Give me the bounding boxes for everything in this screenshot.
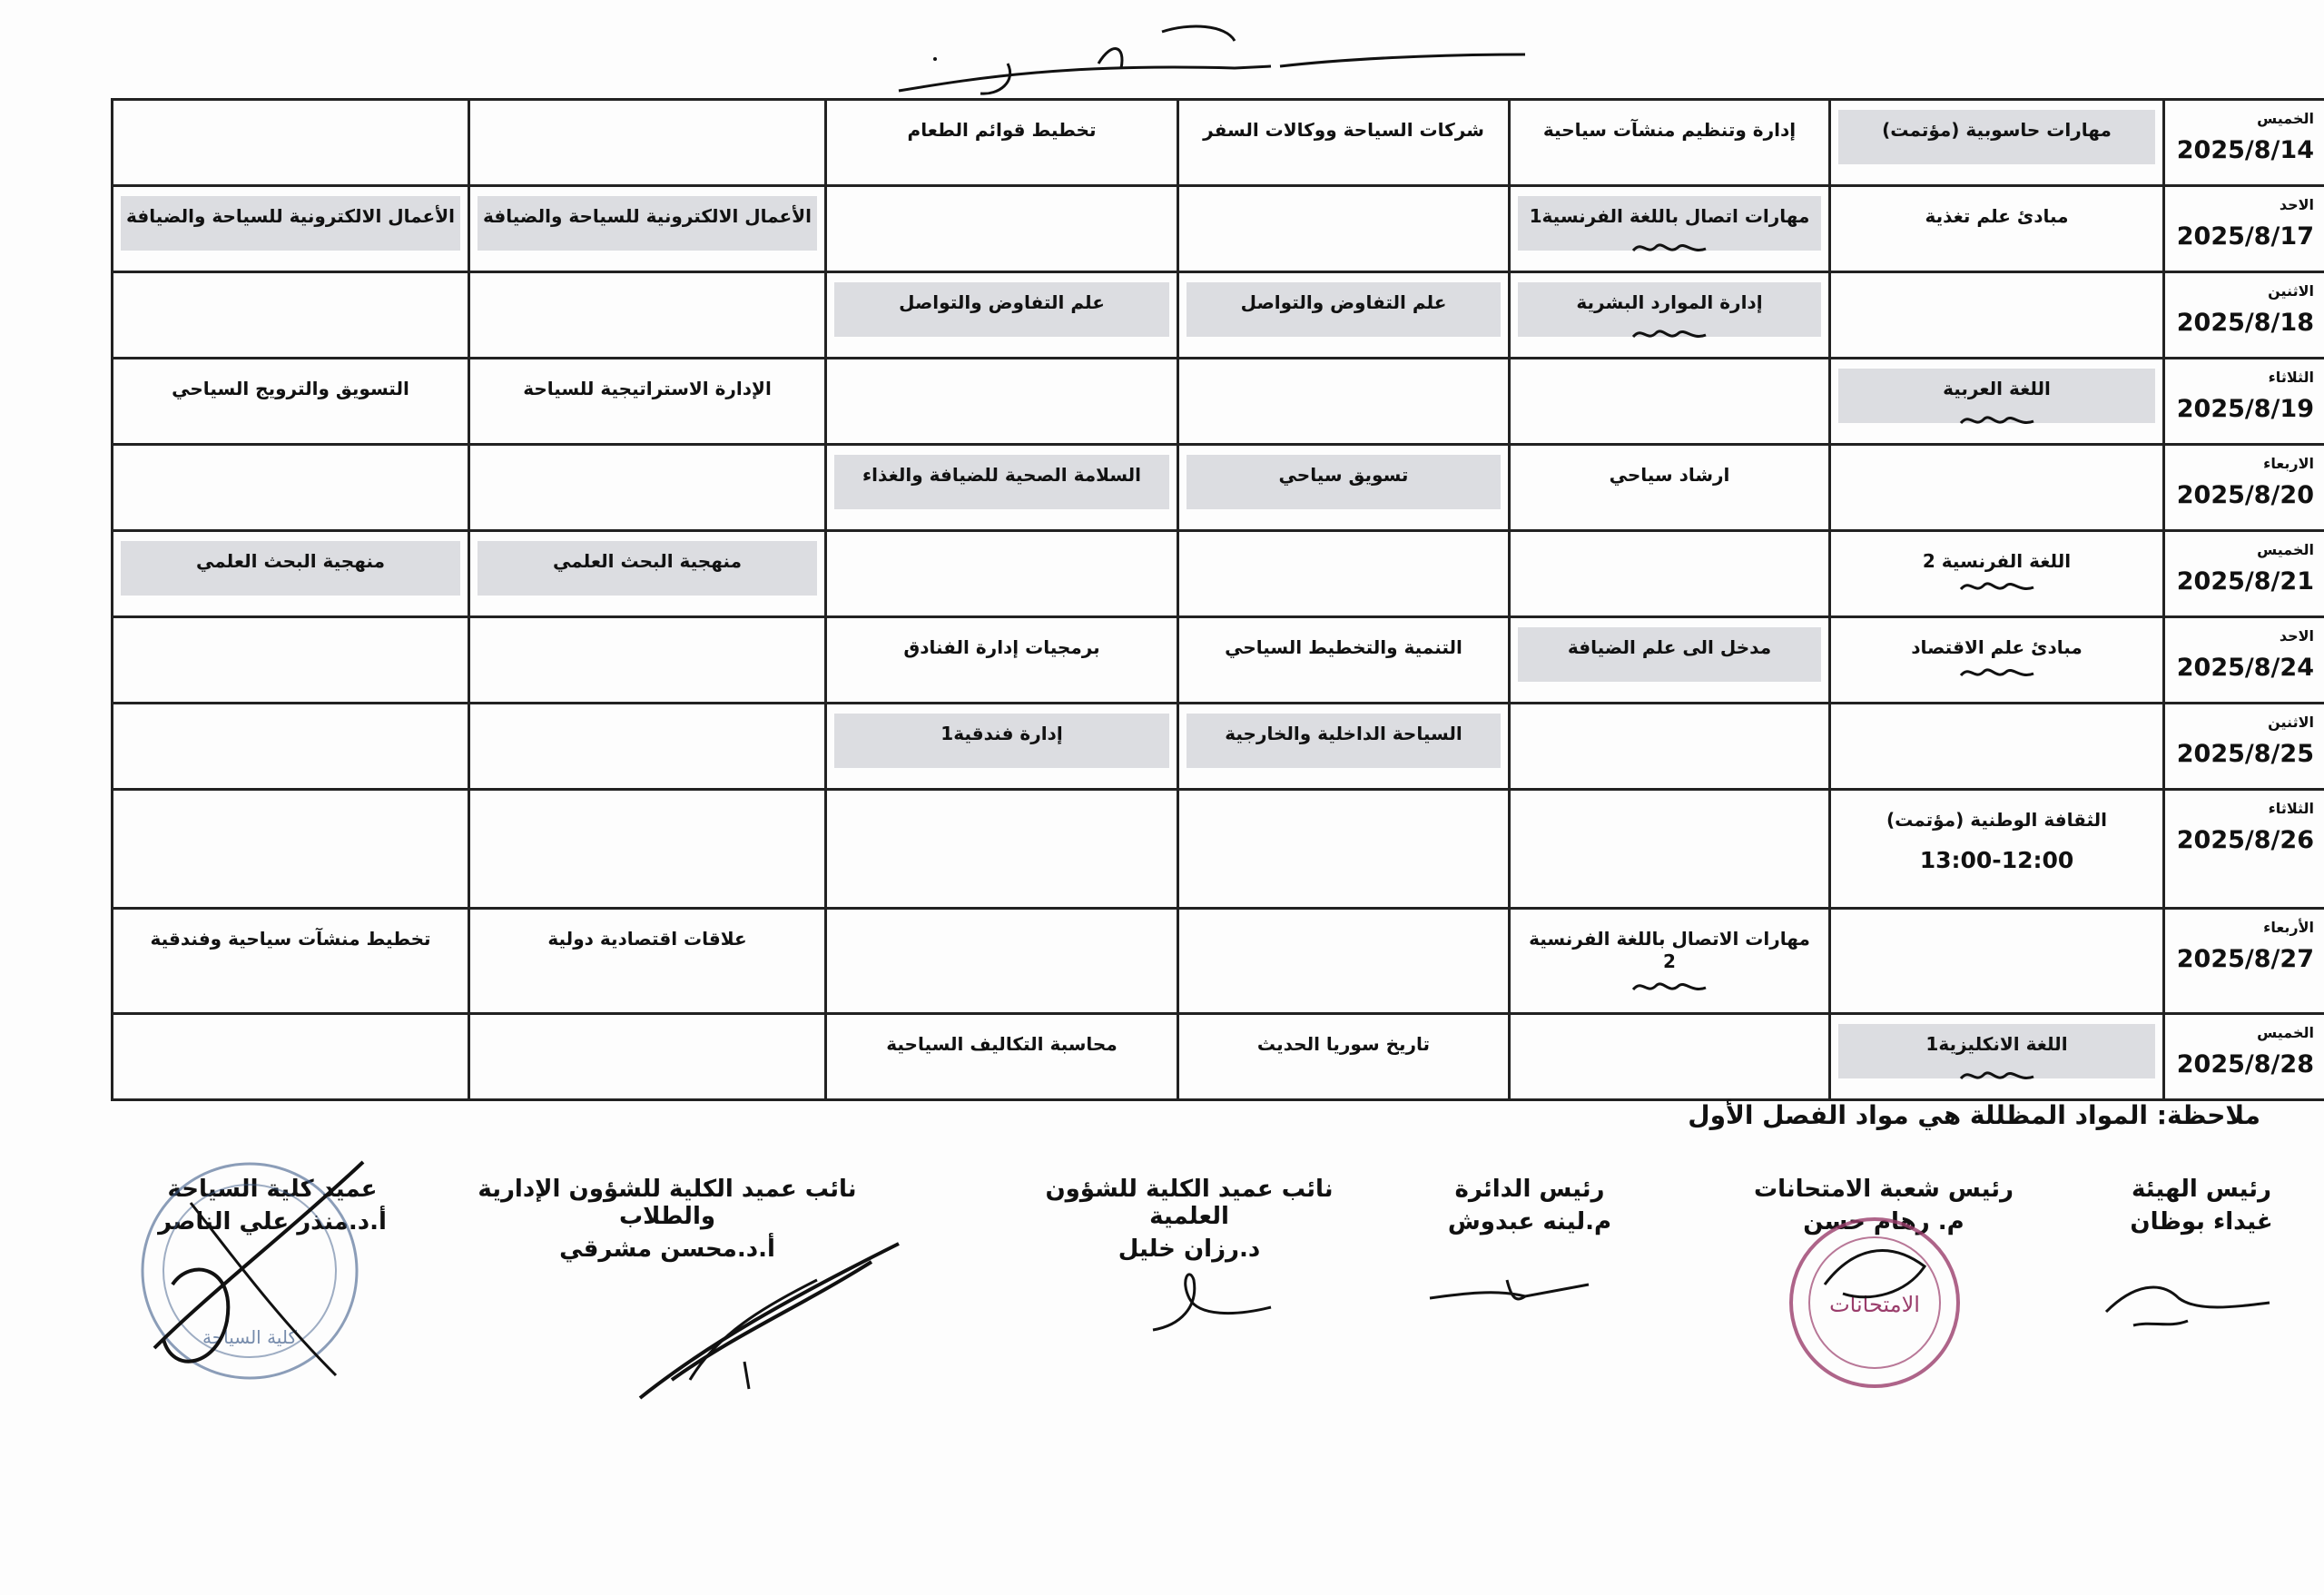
exam-slot-cell — [826, 703, 1178, 789]
schedule-row — [113, 530, 2324, 616]
exam-slot-cell — [1178, 789, 1510, 909]
exam-slot-cell — [113, 530, 469, 616]
day-name: الاربعاء — [2263, 454, 2314, 472]
day-date: 2025/8/14 — [2176, 136, 2314, 164]
signatory-name: د.رزان خليل — [1118, 1236, 1261, 1263]
exam-slot-cell — [826, 271, 1178, 358]
exam-slot-cell — [1510, 358, 1830, 444]
subject-label: مهارات اتصال باللغة الفرنسية1 — [1518, 196, 1821, 251]
day-cell — [2164, 185, 2324, 271]
signature-board-head — [2097, 1257, 2279, 1339]
exam-slot-cell — [469, 1014, 826, 1100]
signature-dean — [136, 1148, 372, 1393]
exam-slot-cell — [1510, 616, 1830, 703]
exam-slot-cell — [1178, 909, 1510, 1014]
exam-slot-cell — [469, 271, 826, 358]
exam-slot-cell — [469, 358, 826, 444]
signatory-title: نائب عميد الكلية للشؤون العلمية — [1045, 1176, 1334, 1230]
exam-slot-cell — [113, 271, 469, 358]
exam-schedule-table — [111, 98, 2324, 1101]
schedule-row — [113, 358, 2324, 444]
subject-label: تخطيط منشآت سياحية وفندقية — [150, 928, 431, 950]
subject-label: تخطيط قوائم الطعام — [907, 119, 1097, 141]
day-cell — [2164, 444, 2324, 530]
signatory-title: عميد كلية السياحة — [167, 1176, 378, 1203]
exam-slot-cell — [469, 909, 826, 1014]
signatory-title: نائب عميد الكلية للشؤون الإدارية والطلاب — [478, 1176, 857, 1230]
exam-slot-cell — [826, 185, 1178, 271]
subject-label: التنمية والتخطيط السياحي — [1225, 635, 1462, 658]
signature-vice-dean-admin — [635, 1235, 908, 1407]
exam-slot-cell — [1830, 185, 2164, 271]
exam-slot-cell — [1510, 185, 1830, 271]
subject-label: اللغة الفرنسية 2 — [1922, 549, 2072, 572]
exam-slot-cell — [113, 358, 469, 444]
exam-slot-cell — [1830, 358, 2164, 444]
exam-slot-cell — [469, 100, 826, 186]
schedule-row — [113, 909, 2324, 1014]
day-name: الثلاثاء — [2268, 799, 2314, 817]
subject-label: علاقات اقتصادية دولية — [547, 928, 747, 950]
exam-slot-cell — [1178, 1014, 1510, 1100]
day-name: الخميس — [2257, 110, 2314, 127]
day-cell — [2164, 909, 2324, 1014]
svg-text:كلية السياحة: كلية السياحة — [202, 1326, 297, 1348]
exam-slot-cell — [1510, 100, 1830, 186]
subject-label: الأعمال الالكترونية للسياحة والضيافة — [478, 196, 817, 251]
signatory-vice-dean-science — [1017, 1176, 1362, 1263]
exam-slot-cell — [113, 1014, 469, 1100]
schedule-row — [113, 185, 2324, 271]
automated-handwritten-mark — [1956, 661, 2038, 684]
signatory-name: أ.د.منذر علي الناصر — [158, 1208, 387, 1236]
exam-slot-cell — [1178, 358, 1510, 444]
exam-slot-cell — [1510, 703, 1830, 789]
schedule-row — [113, 616, 2324, 703]
day-cell — [2164, 358, 2324, 444]
subject-label: علم التفاوض والتواصل — [834, 282, 1169, 337]
signature-dept-head — [1425, 1262, 1607, 1316]
day-date: 2025/8/20 — [2176, 480, 2314, 509]
subject-label: مبادئ علم الاقتصاد — [1911, 635, 2083, 658]
subject-label: تاريخ سوريا الحديث — [1256, 1033, 1431, 1056]
subject-label: الإدارة الاستراتيجية للسياحة — [523, 377, 772, 399]
day-date: 2025/8/18 — [2176, 308, 2314, 337]
subject-label: شركات السياحة ووكالات السفر — [1203, 119, 1484, 141]
exam-slot-cell — [826, 789, 1178, 909]
exam-slot-cell — [469, 530, 826, 616]
exam-slot-cell — [1830, 616, 2164, 703]
subject-label: اللغة الانكليزية1 — [1838, 1024, 2155, 1078]
exam-slot-cell — [826, 444, 1178, 530]
automated-handwritten-mark — [1956, 1064, 2038, 1088]
exam-slot-cell — [1830, 271, 2164, 358]
exam-slot-cell — [1830, 530, 2164, 616]
subject-label: منهجية البحث العلمي — [121, 541, 460, 596]
exam-slot-cell — [1830, 1014, 2164, 1100]
subject-label: إدارة فندقية1 — [834, 714, 1169, 768]
exam-slot-cell — [826, 909, 1178, 1014]
subject-time: 13:00-12:00 — [1919, 846, 2074, 873]
subject-label: الثقافة الوطنية (مؤتمت) — [1886, 808, 2108, 831]
day-date: 2025/8/28 — [2176, 1050, 2314, 1079]
exam-slot-cell — [1830, 100, 2164, 186]
subject-label: إدارة وتنظيم منشآت سياحية — [1542, 119, 1797, 141]
day-date: 2025/8/21 — [2176, 566, 2314, 596]
exam-slot-cell — [1830, 789, 2164, 909]
exam-slot-cell — [1830, 703, 2164, 789]
exam-slot-cell — [1830, 909, 2164, 1014]
exam-slot-cell — [1178, 100, 1510, 186]
subject-label: السياحة الداخلية والخارجية — [1187, 714, 1501, 768]
subject-label: تسويق سياحي — [1187, 455, 1501, 509]
day-name: الاحد — [2279, 195, 2314, 213]
exam-slot-cell — [1510, 789, 1830, 909]
day-cell — [2164, 1014, 2324, 1100]
exam-slot-cell — [1178, 271, 1510, 358]
schedule-row — [113, 444, 2324, 530]
shading-note: ملاحظة: المواد المظللة هي مواد الفصل الأول — [1688, 1100, 2260, 1130]
exam-slot-cell — [1178, 703, 1510, 789]
header-scribble — [799, 14, 1543, 100]
subject-label: مدخل الى علم الضيافة — [1518, 627, 1821, 682]
exam-slot-cell — [1178, 530, 1510, 616]
day-name: الاثنين — [2268, 281, 2314, 300]
subject-label: مهارات الاتصال باللغة الفرنسية 2 — [1529, 928, 1810, 973]
signatory-name: غيداء بوظان — [2130, 1208, 2273, 1236]
subject-label: مبادئ علم تغذية — [1925, 204, 2069, 227]
day-cell — [2164, 703, 2324, 789]
exam-slot-cell — [1510, 444, 1830, 530]
subject-label: مهارات حاسوبية (مؤتمت) — [1838, 110, 2155, 164]
automated-handwritten-mark — [1629, 975, 1710, 999]
exam-slot-cell — [469, 789, 826, 909]
day-cell — [2164, 789, 2324, 909]
exam-slot-cell — [113, 616, 469, 703]
day-date: 2025/8/25 — [2176, 739, 2314, 768]
exam-slot-cell — [1510, 530, 1830, 616]
exam-slot-cell — [826, 100, 1178, 186]
day-name: الاثنين — [2268, 713, 2314, 731]
exam-slot-cell — [826, 616, 1178, 703]
subject-label: علم التفاوض والتواصل — [1187, 282, 1501, 337]
signatory-name: م.لينه عبدوش — [1447, 1208, 1612, 1236]
subject-label: الأعمال الالكترونية للسياحة والضيافة — [121, 196, 460, 251]
schedule-row — [113, 1014, 2324, 1100]
subject-label: برمجيات إدارة الفنادق — [903, 635, 1100, 658]
signatory-name: م. رهام حسن — [1803, 1208, 1965, 1236]
exam-slot-cell — [469, 616, 826, 703]
day-name: الخميس — [2257, 1024, 2314, 1042]
day-name: الثلاثاء — [2268, 368, 2314, 386]
day-date: 2025/8/24 — [2176, 653, 2314, 682]
subject-label: السلامة الصحية للضيافة والغذاء — [834, 455, 1169, 509]
signatory-board-head — [2115, 1176, 2288, 1236]
subject-label: ارشاد سياحي — [1609, 463, 1730, 486]
subject-label: التسويق والترويج السياحي — [172, 377, 409, 399]
schedule-row — [113, 703, 2324, 789]
signatory-name: أ.د.محسن مشرقي — [559, 1236, 775, 1263]
automated-handwritten-mark — [1629, 322, 1710, 346]
exam-slot-cell — [1178, 616, 1510, 703]
automated-handwritten-mark — [1956, 409, 2038, 432]
exam-slot-cell — [113, 789, 469, 909]
exam-slot-cell — [113, 100, 469, 186]
signatory-dept-head — [1425, 1176, 1634, 1236]
day-date: 2025/8/19 — [2176, 394, 2314, 423]
day-cell — [2164, 616, 2324, 703]
automated-handwritten-mark — [1629, 236, 1710, 260]
subject-label: اللغة العربية — [1838, 369, 2155, 423]
day-name: الاحد — [2279, 626, 2314, 645]
signature-exams-head — [1816, 1230, 1952, 1312]
exam-slot-cell — [113, 444, 469, 530]
exam-slot-cell — [1830, 444, 2164, 530]
subject-label: منهجية البحث العلمي — [478, 541, 817, 596]
exam-slot-cell — [1178, 444, 1510, 530]
exam-slot-cell — [469, 703, 826, 789]
exam-slot-cell — [1510, 1014, 1830, 1100]
svg-text:الامتحانات: الامتحانات — [1829, 1292, 1920, 1317]
signatory-title: رئيس الدائرة — [1454, 1176, 1605, 1203]
schedule-row — [113, 100, 2324, 186]
exam-slot-cell — [113, 185, 469, 271]
day-cell — [2164, 530, 2324, 616]
exam-slot-cell — [826, 358, 1178, 444]
day-cell — [2164, 100, 2324, 186]
subject-label: إدارة الموارد البشرية — [1518, 282, 1821, 337]
exam-slot-cell — [113, 703, 469, 789]
subject-label: محاسبة التكاليف السياحية — [886, 1033, 1118, 1056]
schedule-row — [113, 271, 2324, 358]
day-name: الخميس — [2257, 540, 2314, 558]
day-date: 2025/8/17 — [2176, 222, 2314, 251]
exam-slot-cell — [1510, 271, 1830, 358]
exam-slot-cell — [113, 909, 469, 1014]
exam-slot-cell — [1510, 909, 1830, 1014]
day-date: 2025/8/26 — [2176, 825, 2314, 854]
day-name: الأربعاء — [2263, 919, 2314, 937]
signatory-title: رئيس شعبة الامتحانات — [1754, 1176, 2014, 1203]
schedule-row — [113, 789, 2324, 909]
exam-slot-cell — [1178, 185, 1510, 271]
exam-slot-cell — [469, 444, 826, 530]
day-date: 2025/8/27 — [2176, 945, 2314, 974]
signatory-title: رئيس الهيئة — [2132, 1176, 2271, 1203]
exam-slot-cell — [826, 1014, 1178, 1100]
automated-handwritten-mark — [1956, 575, 2038, 598]
signature-vice-dean-science — [1144, 1262, 1280, 1344]
exam-slot-cell — [826, 530, 1178, 616]
day-cell — [2164, 271, 2324, 358]
exam-slot-cell — [469, 185, 826, 271]
